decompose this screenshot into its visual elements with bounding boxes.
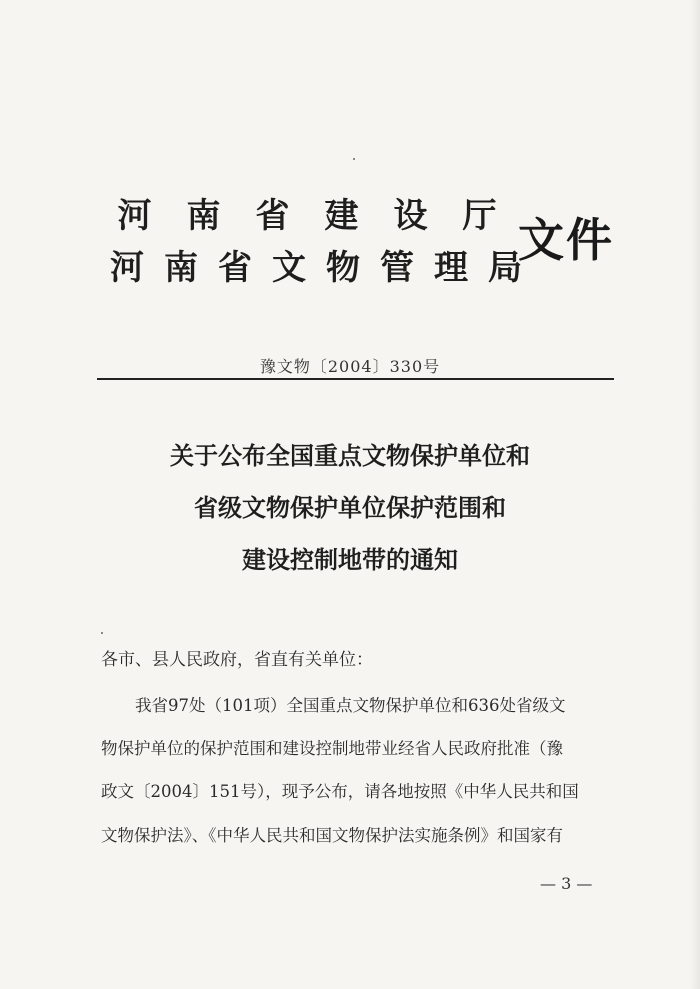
issuer-line-1: [100, 188, 514, 237]
issuer-char: 南: [164, 248, 198, 288]
scan-speck: [101, 632, 103, 634]
issuer-char: 文: [272, 248, 306, 288]
issuer-char: 理: [434, 248, 468, 288]
body-line-1: 我省97处（101项）全国重点文物保护单位和636处省级文: [135, 696, 566, 715]
issuer-char: 管: [380, 248, 414, 288]
scan-speck: [353, 158, 355, 160]
issuer-char: 设: [393, 196, 428, 236]
salutation: 各市、县人民政府，省直有关单位：: [101, 650, 373, 670]
page-number: — 3 —: [540, 874, 593, 893]
issuer-line-2: [100, 240, 532, 289]
document-type-label: 文件: [518, 213, 614, 267]
title-line-2: 省级文物保护单位保护范围和: [194, 493, 506, 522]
issuer-char: 河: [117, 196, 152, 236]
issuer-char: 建: [324, 196, 359, 236]
document-number: 豫文物〔2004〕330号: [259, 357, 441, 376]
body-line-3: 政文〔2004〕151号），现予公布，请各地按照《中华人民共和国: [101, 782, 579, 801]
body-line-4: 文物保护法》、《中华人民共和国文物保护法实施条例》和国家有: [101, 826, 563, 845]
title-line-1: 关于公布全国重点文物保护单位和: [170, 441, 530, 470]
issuer-char: 局: [488, 248, 522, 288]
issuer-char: 省: [255, 196, 290, 236]
issuer-char: 厅: [462, 196, 497, 236]
body-line-2: 物保护单位的保护范围和建设控制地带业经省人民政府批准（豫: [101, 739, 563, 758]
issuer-char: 省: [218, 248, 252, 288]
title-line-3: 建设控制地带的通知: [242, 545, 458, 574]
issuer-char: 南: [186, 196, 221, 236]
issuer-char: 河: [110, 248, 144, 288]
header-divider: [97, 378, 614, 380]
issuer-char: 物: [326, 248, 360, 288]
